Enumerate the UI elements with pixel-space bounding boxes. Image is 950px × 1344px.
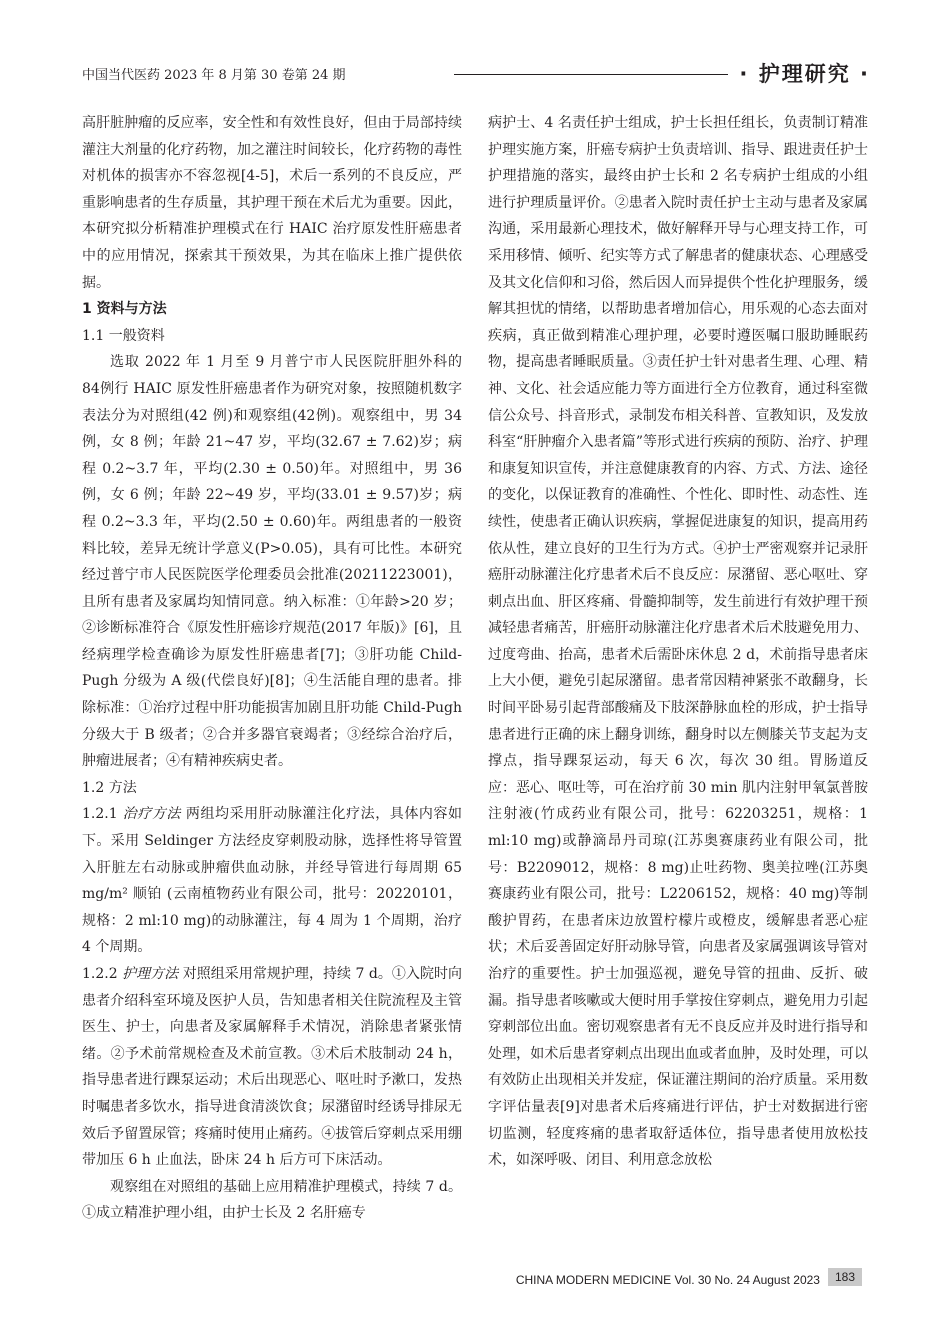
- paragraph: 选取 2022 年 1 月至 9 月普宁市人民医院肝胆外科的 84例行 HAIC 原发性肝癌患者作为研究对象，按照随机数字表法分为对照组(42 例)和观察组(42例)。观察组中，男 34 例，女 8 例；年龄 21~47 岁，平均(32.67 ± 7.62)岁；病程 0.2~3.7 年，平均(2.30 ± 0.50)年。对照组中，男 36 例，女 6 例；年龄 22~49 岁，平均(33.01 ± 9.57)岁；病程 0.2~3.3 年，平均(2.50 ± 0.60)年。两组患者的一般资料比较，差异无统计学意义(P>0.05)，具有可比性。本研究经过普宁市人民医院医学伦理委员会批准(20211223001)，且所有患者及家属均知情同意。纳入标准：①年龄>20 岁；②诊断标准符合《原发性肝癌诊疗规范(2017 年版)》[6]，且经病理学检查确诊为原发性肝癌患者[7]；③肝功能 Child-Pugh 分级为 A 级(代偿良好)[8]；④生活能自理的患者。排除标准：①治疗过程中肝功能损害加剧且肝功能 Child-Pugh 分级大于 B 级者；②合并多器官衰竭者；③经综合治疗后，肿瘤进展者；④有精神疾病史者。: [82, 354, 462, 770]
- subsection-title: 治疗方法: [122, 806, 181, 823]
- page-footer: [516, 1268, 862, 1290]
- section-heading: 1 资料与方法: [82, 301, 167, 318]
- subsection-title: 护理方法: [122, 966, 179, 982]
- left-column: [82, 110, 462, 1227]
- subsection-number: 1.2.1: [82, 806, 118, 823]
- subsection-number: 1.2.2: [82, 966, 118, 982]
- paragraph: [82, 801, 462, 961]
- subsection-heading: 1.2 方法: [82, 779, 137, 796]
- right-column: [488, 110, 868, 1174]
- page-header: [82, 62, 870, 88]
- subsection-text: 两组均采用肝动脉灌注化疗法，具体内容如下。采用 Seldinger 方法经皮穿刺股动脉，选择性将导管置入肝脏左右动脉或肿瘤供血动脉，并经导管进行每周期 65 mg/m² 顺铂 (云南植物药业有限公司，批号：20220101，规格：2 ml:10 mg)的动脉灌注，每 4 周为 1 个周期，治疗 4 个周期。: [82, 806, 463, 956]
- subsection-text: 对照组采用常规护理，持续 7 d。①入院时向患者介绍科室环境及医护人员，告知患者相关住院流程及主管医生、护士，向患者及家属解释手术情况，消除患者紧张情绪。②予术前常规检查及术前宣教。③术后术肢制动 24 h，指导患者进行踝泵运动；术后出现恶心、呕吐时予漱口，发热时嘱患者多饮水，指导进食清淡饮食；尿潴留时经诱导排尿无效后予留置尿管；疼痛时使用止痛药。④拔管后穿刺点采用绷带加压 6 h 止血法，卧床 24 h 后方可下床活动。: [82, 966, 463, 1169]
- subsection-heading: 1.1 一般资料: [82, 327, 165, 344]
- section-title: · 护理研究 ·: [739, 62, 870, 86]
- paragraph: 病护士、4 名责任护士组成，护士长担任组长，负责制订精准护理实施方案，肝癌专病护士负责培训、指导、跟进责任护士护理措施的落实，最终由护士长和 2 名专病护士组成的小组进行护理质量评价。②患者入院时责任护士主动与患者及家属沟通，采用最新心理技术，做好解释开导与心理支持工作，可采用移情、倾听、纪实等方式了解患者的健康状态、心理感受及其文化信仰和习俗，然后因人而异提供个性化护理服务，缓解其担忧的情绪，以帮助患者增加信心，用乐观的心态去面对疾病，真正做到精准心理护理，必要时遵医嘱口服助睡眠药物，提高患者睡眠质量。③责任护士针对患者生理、心理、精神、文化、社会适应能力等方面进行全方位教育，通过科室微信公众号、抖音形式，录制发布相关科普、宣教知识，及发放科室“肝肿瘤介入患者篇”等形式进行疾病的预防、治疗、护理和康复知识宣传，并注意健康教育的内容、方式、方法、途径的变化，以保证教育的准确性、个性化、即时性、动态性、连续性，使患者正确认识疾病，掌握促进康复的知识，提高用药依从性，建立良好的卫生行为方式。④护士严密观察并记录肝癌肝动脉灌注化疗患者术后不良反应：尿潴留、恶心呕吐、穿刺点出血、肝区疼痛、骨髓抑制等，发生前进行有效护理干预减轻患者痛苦，肝癌肝动脉灌注化疗患者术后术肢避免用力、过度弯曲、抬高，患者术后需卧床休息 2 d，术前指导患者床上大小便，避免引起尿潴留。患者常因精神紧张不敢翻身，长时间平卧易引起背部酸痛及下肢深静脉血栓的形成，护士指导患者进行正确的床上翻身训练，翻身时以左侧膝关节支起为支撑点，指导踝泵运动，每天 6 次，每次 30 组。胃肠道反应：恶心、呕吐等，可在治疗前 30 min 肌内注射甲氧氯普胺注射液(竹成药业有限公司，批号：62203251，规格：1 ml:10 mg)或静滴昂丹司琼(江苏奥赛康药业有限公司，批号：B2209012，规格：8 mg)止吐药物、奥美拉唑(江苏奥赛康药业有限公司，批号：L2206152，规格：40 mg)等制酸护胃药，在患者床边放置柠檬片或橙皮，缓解患者恶心症状；术后妥善固定好肝动脉导管，向患者及家属强调该导管对治疗的重要性。护士加强巡视，避免导管的扭曲、反折、破漏。指导患者咳嗽或大便时用手掌按住穿刺点，避免用力引起穿刺部位出血。密切观察患者有无不良反应并及时进行指导和处理，如术后患者穿刺点出现出血或者血肿，及时处理，可以有效防止出现相关并发症，保证灌注期间的治疗质量。采用数字评估量表[9]对患者术后疼痛进行评估，护士对数据进行密切监测，轻度疼痛的患者取舒适体位，指导患者使用放松技术，如深呼吸、闭目、利用意念放松: [488, 115, 868, 1169]
- paragraph: 观察组在对照组的基础上应用精准护理模式，持续 7 d。①成立精准护理小组，由护士长及 2 名肝癌专: [82, 1178, 462, 1222]
- paragraph: [82, 961, 462, 1174]
- page-number: 183: [828, 1268, 862, 1286]
- paragraph: 高肝脏肿瘤的反应率，安全性和有效性良好，但由于局部持续灌注大剂量的化疗药物，加之灌注时间较长，化疗药物的毒性对机体的损害亦不容忽视[4-5]，术后一系列的不良反应，严重影响患者的生存质量，其护理干预在术后尤为重要。因此，本研究拟分析精准护理模式在行 HAIC 治疗原发性肝癌患者中的应用情况，探索其干预效果，为其在临床上推广提供依据。: [82, 115, 462, 291]
- journal-info: 中国当代医药 2023 年 8 月第 30 卷第 24 期: [82, 68, 346, 83]
- header-rule: [454, 74, 728, 75]
- journal-footer: CHINA MODERN MEDICINE Vol. 30 No. 24 August 2023: [515, 1273, 820, 1287]
